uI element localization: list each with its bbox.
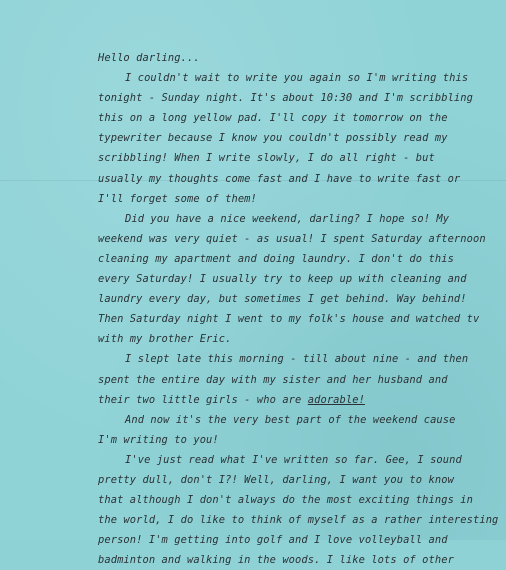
underlined-word: adorable!: [307, 393, 365, 406]
letter-line: I'm writing to you!: [98, 433, 219, 446]
letter-line: I slept late this morning - till about nine - and then: [125, 353, 469, 366]
letter-line: typewriter because I know you couldn't possibly read my: [98, 132, 448, 145]
letter-line: cleaning my apartment and doing laundry. I don't do this: [98, 252, 454, 265]
letter-line: I've just read what I've written so far. Gee, I sound: [125, 453, 462, 466]
letter-line: tonight - Sunday night. It's about 10:30 and I'm scribbling: [98, 92, 473, 105]
letter-line: laundry every day, but sometimes I get behind. Way behind!: [98, 293, 467, 306]
letter-line: weekend was very quiet - as usual! I spent Saturday afternoon: [98, 232, 486, 245]
letter-body: [98, 48, 498, 570]
letter-line: this on a long yellow pad. I'll copy it tomorrow on the: [98, 112, 448, 125]
letter-line: I'll forget some of them!: [98, 192, 257, 205]
letter-line: And now it's the very best part of the weekend cause: [125, 413, 456, 426]
letter-line: with my brother Eric.: [98, 333, 232, 346]
letter-line: every Saturday! I usually try to keep up with cleaning and: [98, 273, 467, 286]
letter-line: the world, I do like to think of myself as a rather interesting: [98, 514, 499, 527]
letter-line: spent the entire day with my sister and her husband and: [98, 373, 448, 386]
letter-line: pretty dull, don't I?! Well, darling, I want you to know: [98, 473, 454, 486]
letter-line: scribbling! When I write slowly, I do all right - but: [98, 152, 435, 165]
letter-line: that although I don't always do the most exciting things in: [98, 494, 473, 507]
letter-line: badminton and walking in the woods. I like lots of other: [98, 554, 454, 567]
letter-line: usually my thoughts come fast and I have to write fast or: [98, 172, 461, 185]
greeting-line: Hello darling...: [98, 52, 200, 64]
letter-line: Did you have a nice weekend, darling? I hope so! My: [125, 212, 450, 225]
letter-line: [98, 390, 498, 410]
letter-line: Then Saturday night I went to my folk's house and watched tv: [98, 313, 480, 326]
letter-line: person! I'm getting into golf and I love volleyball and: [98, 534, 448, 547]
letter-line: I couldn't wait to write you again so I'm writing this: [125, 72, 469, 85]
letter-line-text: their two little girls - who are: [98, 393, 302, 406]
